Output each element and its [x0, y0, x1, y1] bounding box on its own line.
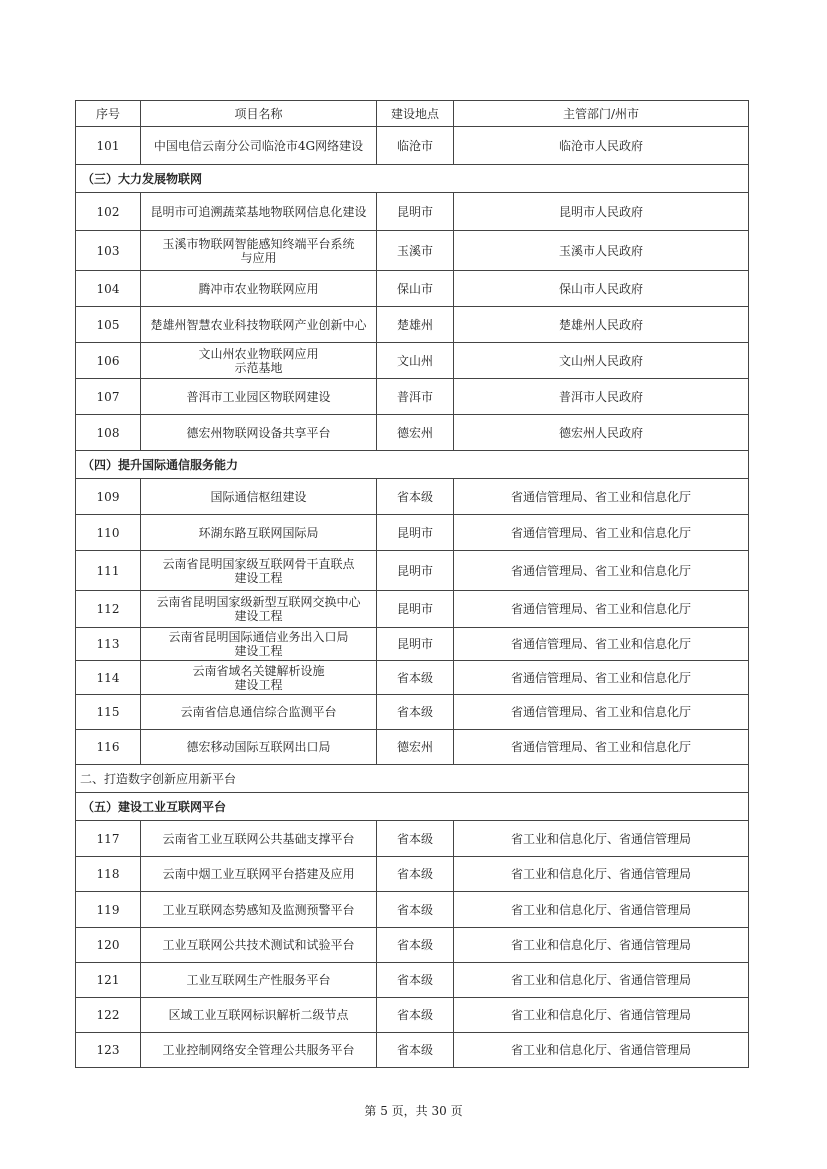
cell-department: 省通信管理局、省工业和信息化厅 [454, 661, 749, 695]
table-row [76, 343, 749, 379]
header-cell-department: 主管部门/州市 [454, 101, 749, 127]
cell-location: 昆明市 [377, 591, 454, 628]
cell-location: 昆明市 [377, 628, 454, 661]
cell-department: 省工业和信息化厅、省通信管理局 [454, 1033, 749, 1068]
cell-project-name: 云南省昆明国家级新型互联网交换中心 建设工程 [141, 591, 377, 628]
cell-department: 省工业和信息化厅、省通信管理局 [454, 821, 749, 857]
cell-seq: 122 [76, 998, 141, 1033]
cell-seq: 111 [76, 551, 141, 591]
cell-seq: 123 [76, 1033, 141, 1068]
cell-department: 保山市人民政府 [454, 271, 749, 307]
cell-department: 临沧市人民政府 [454, 127, 749, 165]
cell-project-name: 云南中烟工业互联网平台搭建及应用 [141, 857, 377, 892]
cell-seq: 106 [76, 343, 141, 379]
cell-project-name: 云南省昆明国家级互联网骨干直联点 建设工程 [141, 551, 377, 591]
cell-project-name: 普洱市工业园区物联网建设 [141, 379, 377, 415]
cell-project-name: 中国电信云南分公司临沧市4G网络建设 [141, 127, 377, 165]
cell-department: 普洱市人民政府 [454, 379, 749, 415]
header-cell-seq: 序号 [76, 101, 141, 127]
cell-department: 玉溪市人民政府 [454, 231, 749, 271]
cell-seq: 115 [76, 695, 141, 730]
table-row [76, 661, 749, 695]
header-cell-location: 建设地点 [377, 101, 454, 127]
cell-seq: 120 [76, 928, 141, 963]
cell-department: 省通信管理局、省工业和信息化厅 [454, 591, 749, 628]
header-cell-project-name: 项目名称 [141, 101, 377, 127]
cell-location: 省本级 [377, 928, 454, 963]
cell-location: 德宏州 [377, 415, 454, 451]
cell-location: 省本级 [377, 661, 454, 695]
cell-seq: 104 [76, 271, 141, 307]
cell-department: 省工业和信息化厅、省通信管理局 [454, 892, 749, 928]
cell-project-name: 工业互联网生产性服务平台 [141, 963, 377, 998]
cell-location: 临沧市 [377, 127, 454, 165]
cell-location: 省本级 [377, 479, 454, 515]
cell-location: 楚雄州 [377, 307, 454, 343]
cell-department: 省工业和信息化厅、省通信管理局 [454, 857, 749, 892]
table-row [76, 591, 749, 628]
table-body [76, 101, 749, 1068]
cell-location: 省本级 [377, 1033, 454, 1068]
table-row [76, 271, 749, 307]
table-row [76, 998, 749, 1033]
section-heading: （五）建设工业互联网平台 [76, 793, 749, 821]
cell-location: 省本级 [377, 695, 454, 730]
table-row [76, 307, 749, 343]
cell-department: 省通信管理局、省工业和信息化厅 [454, 551, 749, 591]
cell-seq: 107 [76, 379, 141, 415]
table-row [76, 857, 749, 892]
cell-department: 省工业和信息化厅、省通信管理局 [454, 963, 749, 998]
table-row [76, 963, 749, 998]
cell-seq: 119 [76, 892, 141, 928]
cell-department: 文山州人民政府 [454, 343, 749, 379]
cell-department: 省通信管理局、省工业和信息化厅 [454, 479, 749, 515]
cell-seq: 102 [76, 193, 141, 231]
cell-project-name: 云南省昆明国际通信业务出入口局 建设工程 [141, 628, 377, 661]
cell-location: 省本级 [377, 998, 454, 1033]
cell-department: 省通信管理局、省工业和信息化厅 [454, 730, 749, 765]
cell-location: 昆明市 [377, 551, 454, 591]
project-table [75, 100, 749, 1068]
cell-seq: 113 [76, 628, 141, 661]
cell-seq: 117 [76, 821, 141, 857]
cell-project-name: 云南省域名关键解析设施 建设工程 [141, 661, 377, 695]
table-row [76, 193, 749, 231]
cell-project-name: 云南省信息通信综合监测平台 [141, 695, 377, 730]
cell-seq: 110 [76, 515, 141, 551]
table-row [76, 892, 749, 928]
cell-department: 省通信管理局、省工业和信息化厅 [454, 695, 749, 730]
cell-project-name: 工业互联网态势感知及监测预警平台 [141, 892, 377, 928]
cell-seq: 114 [76, 661, 141, 695]
table-row [76, 515, 749, 551]
table-row [76, 127, 749, 165]
cell-department: 德宏州人民政府 [454, 415, 749, 451]
cell-seq: 108 [76, 415, 141, 451]
table-row [76, 1033, 749, 1068]
section-row [76, 165, 749, 193]
table-row [76, 379, 749, 415]
cell-location: 普洱市 [377, 379, 454, 415]
cell-seq: 116 [76, 730, 141, 765]
cell-location: 省本级 [377, 821, 454, 857]
section-heading: （三）大力发展物联网 [76, 165, 749, 193]
cell-location: 省本级 [377, 857, 454, 892]
cell-location: 昆明市 [377, 515, 454, 551]
section-row [76, 765, 749, 793]
section-row [76, 451, 749, 479]
section-heading: 二、打造数字创新应用新平台 [76, 765, 749, 793]
table-row [76, 928, 749, 963]
cell-department: 楚雄州人民政府 [454, 307, 749, 343]
table-header-row [76, 101, 749, 127]
cell-location: 文山州 [377, 343, 454, 379]
cell-seq: 101 [76, 127, 141, 165]
cell-department: 省工业和信息化厅、省通信管理局 [454, 998, 749, 1033]
cell-department: 省工业和信息化厅、省通信管理局 [454, 928, 749, 963]
cell-project-name: 德宏州物联网设备共享平台 [141, 415, 377, 451]
table-row [76, 479, 749, 515]
table-row [76, 730, 749, 765]
cell-location: 玉溪市 [377, 231, 454, 271]
table-row [76, 695, 749, 730]
cell-seq: 105 [76, 307, 141, 343]
cell-project-name: 云南省工业互联网公共基础支撑平台 [141, 821, 377, 857]
table-row [76, 551, 749, 591]
table-row [76, 628, 749, 661]
cell-location: 省本级 [377, 963, 454, 998]
cell-seq: 118 [76, 857, 141, 892]
cell-project-name: 昆明市可追溯蔬菜基地物联网信息化建设 [141, 193, 377, 231]
cell-department: 昆明市人民政府 [454, 193, 749, 231]
cell-project-name: 文山州农业物联网应用 示范基地 [141, 343, 377, 379]
section-heading: （四）提升国际通信服务能力 [76, 451, 749, 479]
cell-project-name: 腾冲市农业物联网应用 [141, 271, 377, 307]
section-row [76, 793, 749, 821]
cell-location: 德宏州 [377, 730, 454, 765]
cell-location: 保山市 [377, 271, 454, 307]
cell-seq: 103 [76, 231, 141, 271]
page-footer: 第 5 页，共 30 页 [364, 1104, 463, 1118]
cell-seq: 109 [76, 479, 141, 515]
cell-location: 昆明市 [377, 193, 454, 231]
cell-project-name: 德宏移动国际互联网出口局 [141, 730, 377, 765]
cell-project-name: 工业互联网公共技术测试和试验平台 [141, 928, 377, 963]
cell-department: 省通信管理局、省工业和信息化厅 [454, 628, 749, 661]
cell-project-name: 工业控制网络安全管理公共服务平台 [141, 1033, 377, 1068]
cell-project-name: 环湖东路互联网国际局 [141, 515, 377, 551]
cell-project-name: 区域工业互联网标识解析二级节点 [141, 998, 377, 1033]
cell-department: 省通信管理局、省工业和信息化厅 [454, 515, 749, 551]
table-row [76, 231, 749, 271]
table-row [76, 415, 749, 451]
cell-project-name: 玉溪市物联网智能感知终端平台系统 与应用 [141, 231, 377, 271]
cell-project-name: 国际通信枢纽建设 [141, 479, 377, 515]
cell-seq: 112 [76, 591, 141, 628]
cell-location: 省本级 [377, 892, 454, 928]
cell-project-name: 楚雄州智慧农业科技物联网产业创新中心 [141, 307, 377, 343]
table-row [76, 821, 749, 857]
cell-seq: 121 [76, 963, 141, 998]
